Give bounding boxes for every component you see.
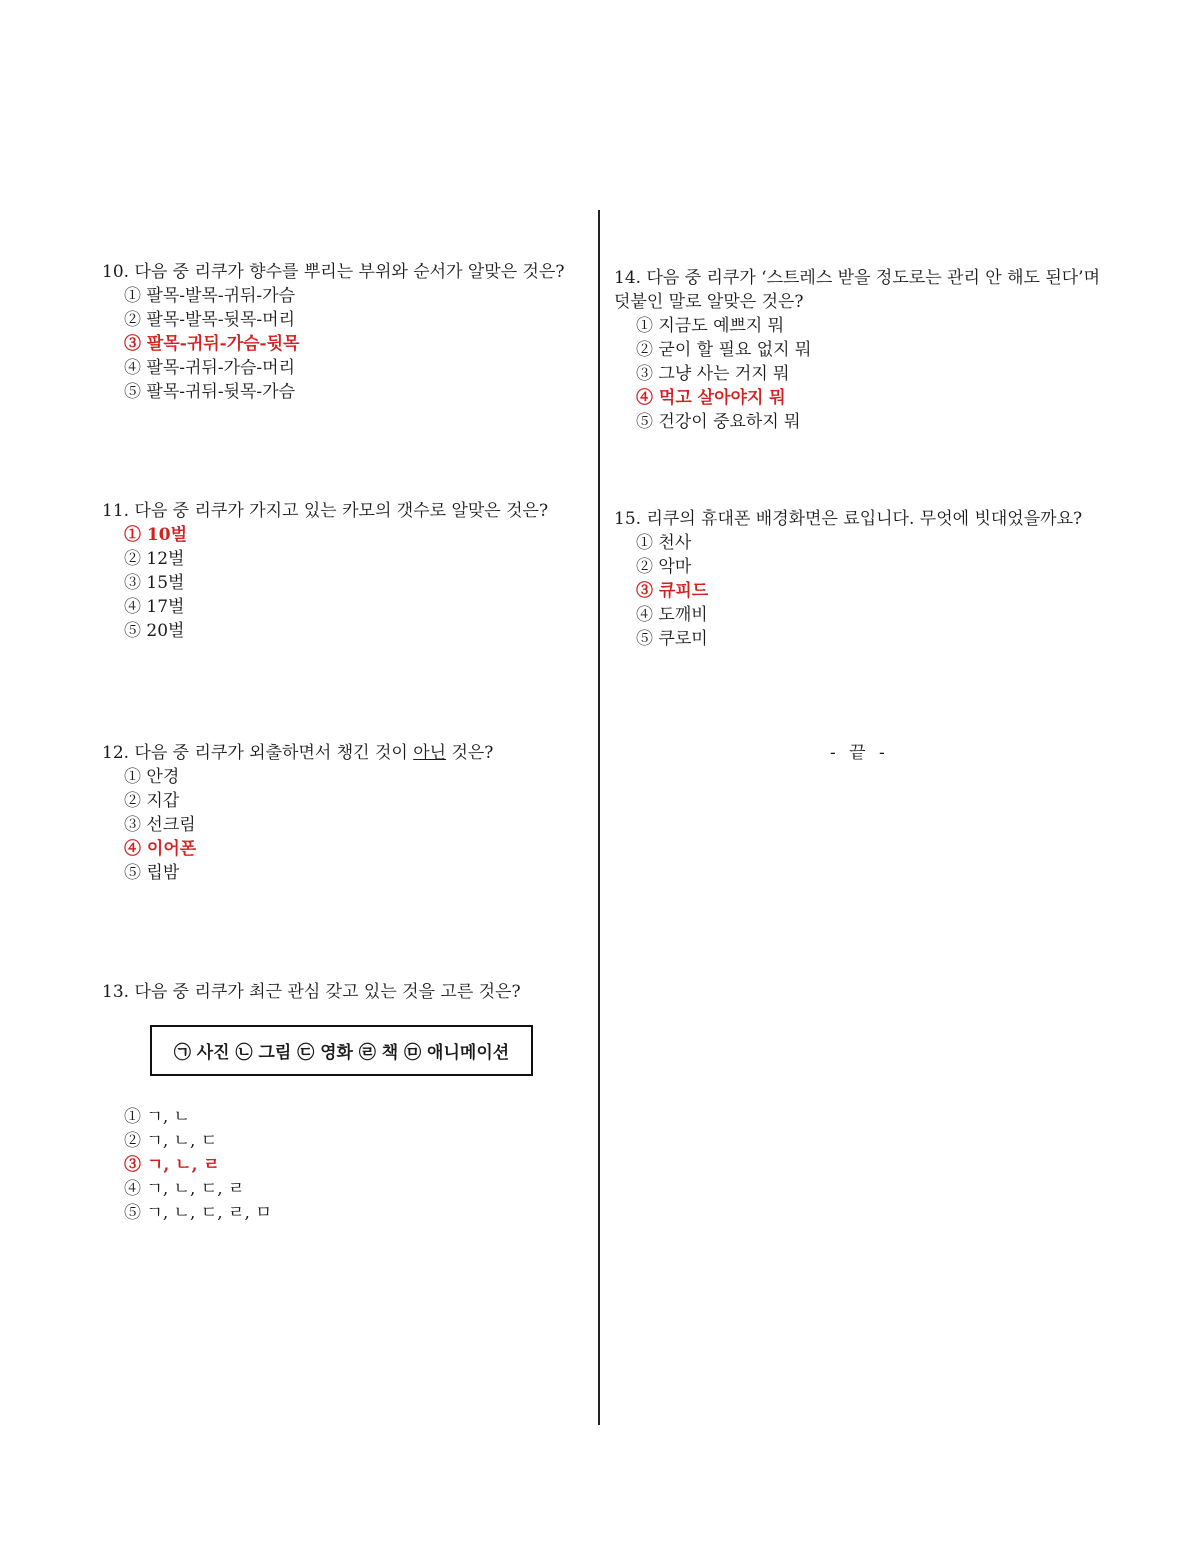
column-divider (598, 210, 600, 1425)
question-10 (102, 260, 572, 404)
question-11-option-2[interactable]: ② 12벌 (124, 549, 185, 569)
question-14-option-3[interactable]: ③ 그냥 사는 거지 뭐 (636, 364, 790, 384)
end-mark: - 끝 - (830, 743, 889, 763)
question-11 (102, 499, 572, 643)
question-13-text: 13. 다음 중 리쿠가 최근 관심 갖고 있는 것을 고른 것은? (102, 982, 521, 1002)
question-14-option-4-answer[interactable]: ④ 먹고 살아야지 뭐 (636, 388, 786, 408)
question-15-option-5[interactable]: ⑤ 쿠로미 (636, 629, 708, 649)
question-15-option-2[interactable]: ② 악마 (636, 557, 692, 577)
question-15-text: 15. 리쿠의 휴대폰 배경화면은 료입니다. 무엇에 빗대었을까요? (614, 509, 1083, 529)
question-12-text-end: 것은? (446, 743, 494, 763)
question-11-option-1-answer[interactable]: ① 10벌 (124, 525, 187, 545)
question-12-option-3[interactable]: ③ 선크림 (124, 815, 196, 835)
question-10-option-1[interactable]: ① 팔목-발목-귀뒤-가슴 (124, 286, 296, 306)
question-12-options (102, 765, 572, 885)
question-14-options (614, 314, 1114, 434)
question-13-options (102, 1105, 272, 1225)
question-14 (614, 266, 1114, 434)
question-13-choices-box: ㉠ 사진 ㉡ 그림 ㉢ 영화 ㉣ 책 ㉤ 애니메이션 (150, 1025, 533, 1076)
question-14-option-2[interactable]: ② 굳이 할 필요 없지 뭐 (636, 340, 812, 360)
question-12-text (102, 741, 572, 765)
question-12-text-start: 12. 다음 중 리쿠가 외출하면서 챙긴 것이 (102, 743, 414, 763)
question-13-options-wrap (102, 1105, 272, 1225)
question-15-option-4[interactable]: ④ 도깨비 (636, 605, 708, 625)
question-15 (614, 507, 1114, 651)
question-13-option-1[interactable]: ① ㄱ, ㄴ (124, 1107, 191, 1127)
question-15-option-1[interactable]: ① 천사 (636, 533, 692, 553)
question-11-option-4[interactable]: ④ 17벌 (124, 597, 185, 617)
question-12 (102, 741, 572, 885)
question-10-text: 10. 다음 중 리쿠가 향수를 뿌리는 부위와 순서가 알맞은 것은? (102, 262, 565, 282)
question-10-option-2[interactable]: ② 팔목-발목-뒷목-머리 (124, 310, 296, 330)
question-12-option-2[interactable]: ② 지갑 (124, 791, 180, 811)
question-13-option-5[interactable]: ⑤ ㄱ, ㄴ, ㄷ, ㄹ, ㅁ (124, 1203, 272, 1223)
question-11-text: 11. 다음 중 리쿠가 가지고 있는 카모의 갯수로 알맞은 것은? (102, 501, 549, 521)
question-10-option-3-answer[interactable]: ③ 팔목-귀뒤-가슴-뒷목 (124, 334, 300, 354)
question-14-option-5[interactable]: ⑤ 건강이 중요하지 뭐 (636, 412, 801, 432)
question-12-text-emphasis: 아닌 (413, 743, 447, 763)
question-10-option-5[interactable]: ⑤ 팔목-귀뒤-뒷목-가슴 (124, 382, 296, 402)
question-12-option-5[interactable]: ⑤ 립밤 (124, 863, 180, 883)
question-13-option-2[interactable]: ② ㄱ, ㄴ, ㄷ (124, 1131, 218, 1151)
question-12-option-4-answer[interactable]: ④ 이어폰 (124, 839, 197, 859)
question-14-option-1[interactable]: ① 지금도 예쁘지 뭐 (636, 316, 785, 336)
question-10-options (102, 284, 572, 404)
question-11-options (102, 523, 572, 643)
question-11-option-3[interactable]: ③ 15벌 (124, 573, 185, 593)
question-12-option-1[interactable]: ① 안경 (124, 767, 180, 787)
question-15-options (614, 531, 1114, 651)
question-13-option-3-answer[interactable]: ③ ㄱ, ㄴ, ㄹ (124, 1155, 220, 1175)
question-14-text: 14. 다음 중 리쿠가 ‘스트레스 받을 정도로는 관리 안 해도 된다’며 덧붙인 말로 알맞은 것은? (614, 268, 1106, 312)
question-13 (102, 980, 572, 1004)
question-10-option-4[interactable]: ④ 팔목-귀뒤-가슴-머리 (124, 358, 296, 378)
question-15-option-3-answer[interactable]: ③ 큐피드 (636, 581, 709, 601)
question-11-option-5[interactable]: ⑤ 20벌 (124, 621, 185, 641)
question-13-option-4[interactable]: ④ ㄱ, ㄴ, ㄷ, ㄹ (124, 1179, 245, 1199)
